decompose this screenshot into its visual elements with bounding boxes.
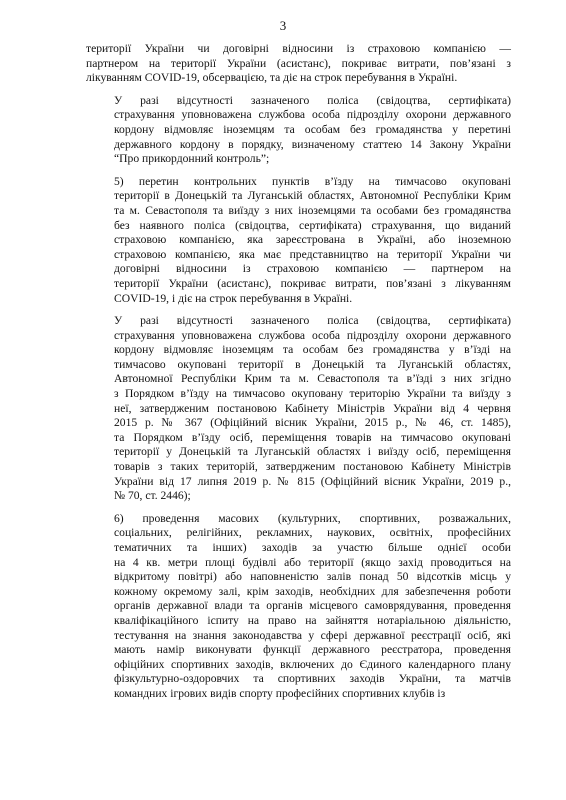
text-line: 5) перетин контрольних пунктів в’їзду на тимчасово окуповані	[114, 174, 511, 188]
text-line: страхування уповноважена службова особа підрозділу охорони державного	[114, 328, 511, 342]
paragraph-p4	[86, 314, 511, 504]
text-line: відкритому повітрі) або наповненістю залів понад 50 відсотків місць у	[114, 570, 511, 584]
page-number: 3	[279, 18, 287, 33]
text-line: території України (асистанс), покриває витрати, пов’язані з лікуванням	[114, 276, 511, 290]
text-line: № 70, ст. 2446);	[114, 489, 191, 503]
text-line: території у Донецькій та Луганській областях і виїзду осіб, переміщення	[114, 445, 511, 459]
text-line: кордону відмовляє іноземцям та особам без громадянства у перетині	[114, 122, 511, 136]
text-line: 6) проведення масових (культурних, спортивних, розважальних,	[114, 511, 511, 525]
text-line: договірні відносини із страховою компанією — партнером на	[114, 262, 511, 276]
text-line: соціальних, релігійних, рекламних, наукових, освітніх, професійних	[114, 526, 511, 540]
text-line: з Порядком в’їзду на тимчасово окуповану територію України та виїзду з	[114, 387, 511, 401]
text-line: мають намір виконувати функції державного реєстратора, проведення	[114, 643, 511, 657]
text-line: кордону відмовляє іноземцям та особам без громадянства у в’їзді на	[114, 343, 511, 357]
text-line: органів державної влади та органів місцевого самоврядування, проведення	[114, 599, 511, 613]
paragraph-p2	[86, 94, 511, 167]
text-line: товарів з таких територій, затвердженим постановою Кабінету Міністрів	[114, 460, 511, 474]
text-line: фізкультурно-оздоровчих та спортивних заходів України, та матчів	[114, 672, 511, 686]
text-line: страхування уповноважена службова особа підрозділу охорони державного	[114, 108, 511, 122]
document-body	[86, 42, 511, 710]
text-line: на 4 кв. метри площі будівлі або території (якщо захід проводиться на	[114, 555, 511, 569]
text-line: 2015 р. № 367 (Офіційний вісник України, 2015 р., № 46, ст. 1485),	[114, 416, 511, 430]
text-line: страховою компанією, яка зареєстрована в Україні, або іноземною	[114, 233, 511, 247]
text-line: У разі відсутності зазначеного полiса (свідоцтва, сертифіката)	[114, 93, 511, 107]
text-line: території України чи договірні відносини із страховою компанією —	[86, 42, 511, 55]
text-line: без наявного полiса (свідоцтва, сертифіката) страхування, що виданий	[114, 218, 511, 232]
text-line: неї, затвердженим постановою Кабінету Міністрів України від 4 червня	[114, 401, 511, 415]
text-line: тимчасово окуповані території в Донецькій та Луганській областях,	[114, 357, 511, 371]
paragraph-p1	[86, 42, 511, 86]
text-line: України від 17 липня 2019 р. № 815 (Офіційний вісник України, 2019 р.,	[114, 474, 511, 488]
text-line: Автономної Республіки Крим та м. Севастополя та в’їзді з них згідно	[114, 372, 511, 386]
text-line: офіційних спортивних заходів, включених до Єдиного календарного плану	[114, 657, 511, 671]
text-line: кваліфікаційного іспиту на право на зайняття нотаріальною діяльністю,	[114, 613, 511, 627]
text-line: державного кордону в порядку, визначеному статтею 14 Закону України	[114, 137, 511, 151]
text-line: страховою компанією, яка має представництво на території України чи	[114, 247, 511, 261]
text-line: У разі відсутності зазначеного полiса (свідоцтва, сертифіката)	[114, 314, 511, 328]
text-line: лікуванням COVID-19, обсервацією, та діє на строк перебування в Україні.	[86, 71, 458, 85]
text-line: “Про прикордонний контроль”;	[114, 152, 270, 166]
text-line: кожному окремому залі, крім заходів, необхідних для забезпечення роботи	[114, 584, 511, 598]
text-line: партнером на території України (асистанс), покриває витрати, пов’язані з	[86, 56, 511, 70]
text-line: та м. Севастополя та виїзду з них іноземцями та особами без громадянства	[114, 203, 511, 217]
text-line: COVID-19, і діє на строк перебування в Україні.	[114, 291, 353, 305]
text-line: та Порядком в’їзду осіб, переміщення товарів на тимчасово окуповані	[114, 430, 511, 444]
text-line: тематичних та інших) заходів за участю більше однієї особи	[114, 541, 511, 554]
paragraph-p3	[86, 175, 511, 306]
text-line: тестування на знання законодавства у сфері державної реєстрації осіб, які	[114, 628, 511, 642]
text-line: території в Донецькій та Луганській областях, Автономної Республіки Крим	[114, 189, 511, 203]
paragraph-p5	[86, 512, 511, 702]
text-line: командних ігрових видів спорту професійних спортивних клубів із	[114, 686, 446, 700]
